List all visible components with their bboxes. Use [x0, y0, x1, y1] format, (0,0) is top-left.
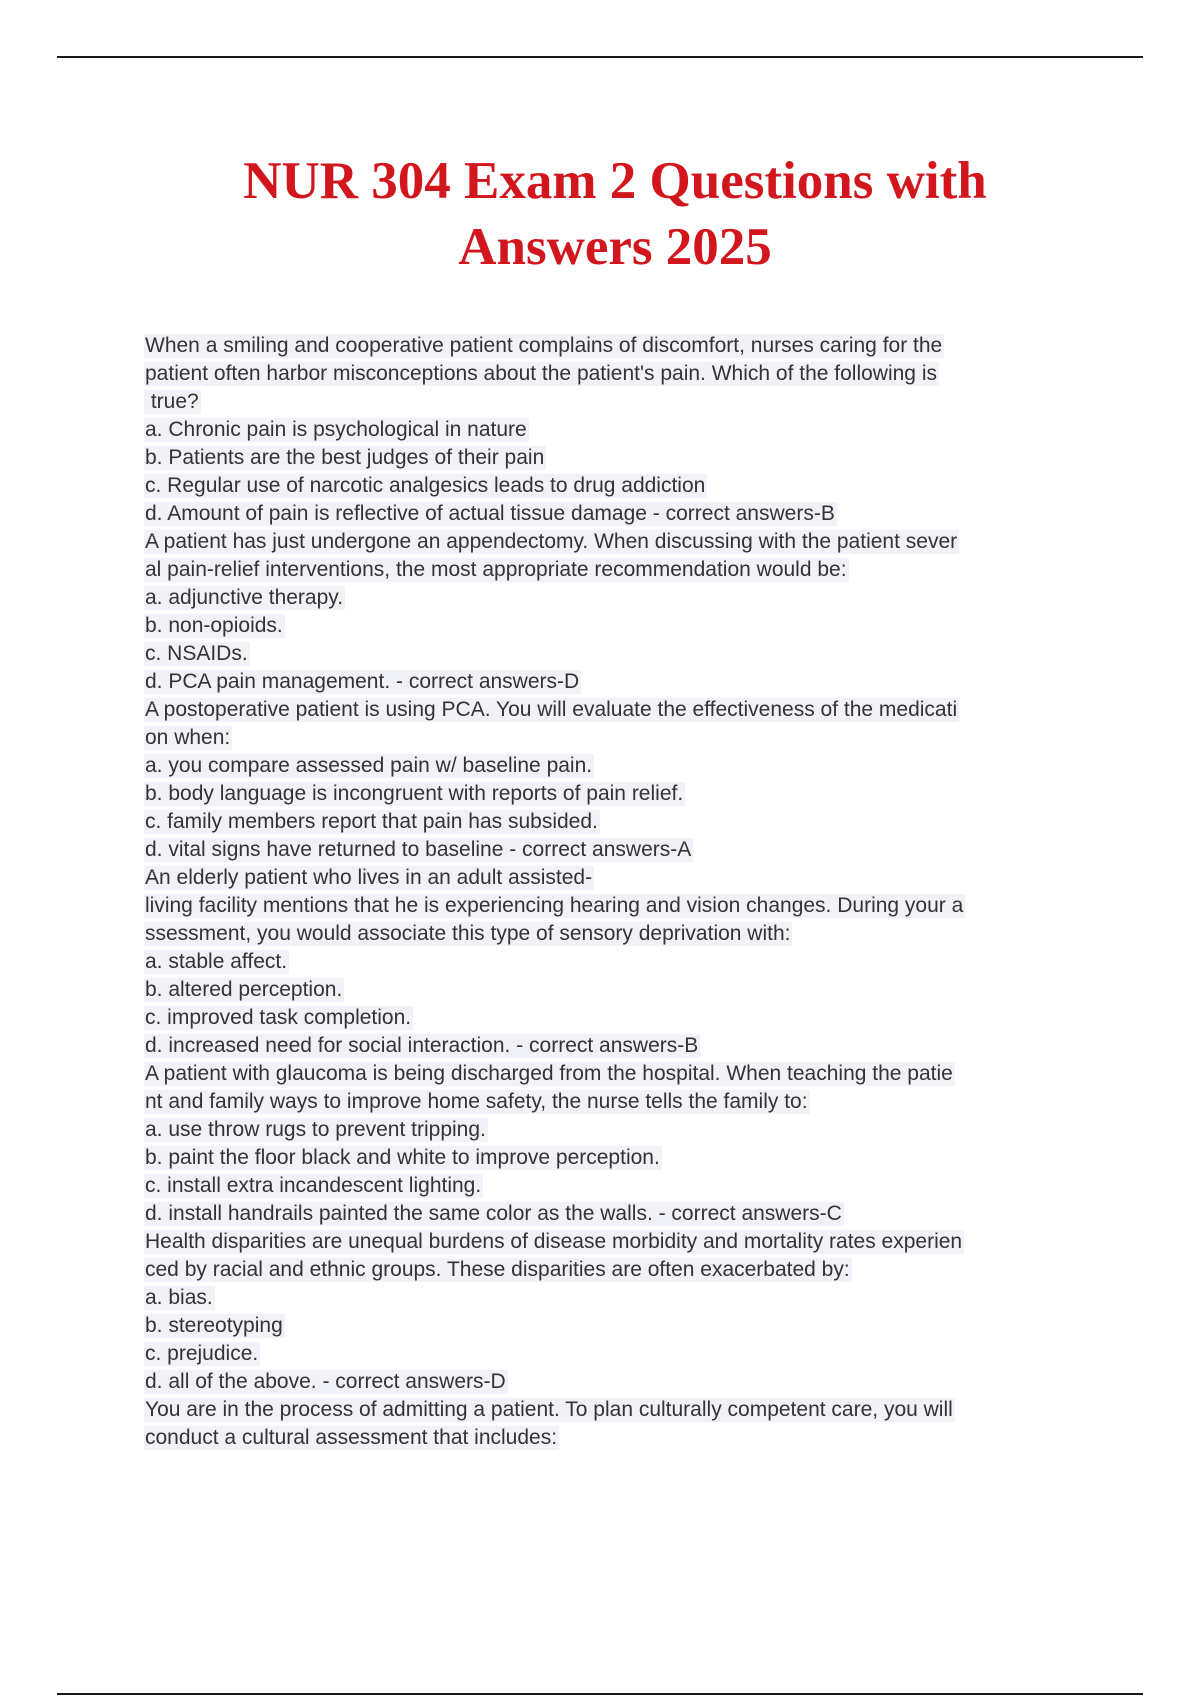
text-line [144, 1144, 1104, 1172]
text-line-content: You are in the process of admitting a patient. To plan culturally competent care, you will [145, 1398, 953, 1421]
text-line-content: nt and family ways to improve home safety, the nurse tells the family to: [145, 1090, 808, 1113]
text-line-content: A patient has just undergone an appendectomy. When discussing with the patient sever [145, 530, 958, 553]
text-line [144, 808, 1104, 836]
text-line [144, 892, 1104, 920]
text-line-content: c. install extra incandescent lighting. [145, 1174, 482, 1197]
question-answer-text [144, 332, 1104, 1452]
text-line-content: A patient with glaucoma is being discharged from the hospital. When teaching the patie [145, 1062, 953, 1085]
text-line-content: ced by racial and ethnic groups. These disparities are often exacerbated by: [145, 1258, 850, 1281]
text-line [144, 1060, 1104, 1088]
text-line-content: b. stereotyping [145, 1314, 283, 1337]
text-line [144, 444, 1104, 472]
text-line-content: c. NSAIDs. [145, 642, 248, 665]
text-line [144, 1088, 1104, 1116]
text-line [144, 640, 1104, 668]
text-line [144, 948, 1104, 976]
text-line [144, 920, 1104, 948]
text-line-content: c. family members report that pain has subsided. [145, 810, 598, 833]
text-line [144, 1256, 1104, 1284]
text-line-content: a. use throw rugs to prevent tripping. [145, 1118, 486, 1141]
text-line-content: A postoperative patient is using PCA. You will evaluate the effectiveness of the medicati [145, 698, 958, 721]
text-line [144, 1424, 1104, 1452]
text-line-content: c. prejudice. [145, 1342, 259, 1365]
text-line [144, 556, 1104, 584]
text-line [144, 1368, 1104, 1396]
text-line [144, 528, 1104, 556]
text-line [144, 1340, 1104, 1368]
text-line [144, 1228, 1104, 1256]
text-line-content: d. Amount of pain is reflective of actual tissue damage - correct answers-B [145, 502, 835, 525]
text-line [144, 416, 1104, 444]
text-line-content: When a smiling and cooperative patient complains of discomfort, nurses caring for the [145, 334, 943, 357]
text-line [144, 472, 1104, 500]
text-line [144, 724, 1104, 752]
text-line [144, 360, 1104, 388]
text-line [144, 836, 1104, 864]
text-line [144, 1032, 1104, 1060]
text-line-content: a. you compare assessed pain w/ baseline pain. [145, 754, 593, 777]
text-line [144, 1396, 1104, 1424]
text-line-content: d. vital signs have returned to baseline - correct answers-A [145, 838, 692, 861]
text-line-content: true? [145, 390, 199, 413]
text-line-content: living facility mentions that he is experiencing hearing and vision changes. During your a [145, 894, 964, 917]
text-line-content: b. paint the floor black and white to improve perception. [145, 1146, 660, 1169]
text-line [144, 584, 1104, 612]
footer-rule [57, 1693, 1143, 1695]
title-line-2: Answers 2025 [458, 218, 772, 276]
text-line [144, 976, 1104, 1004]
text-line [144, 612, 1104, 640]
text-line [144, 388, 1104, 416]
text-line-content: a. adjunctive therapy. [145, 586, 344, 609]
header-rule [57, 56, 1143, 58]
text-line-content: d. increased need for social interaction. - correct answers-B [145, 1034, 699, 1057]
text-line [144, 1116, 1104, 1144]
text-line-content: conduct a cultural assessment that includes: [145, 1426, 558, 1449]
text-line [144, 752, 1104, 780]
text-line-content: a. bias. [145, 1286, 213, 1309]
text-line-content: a. Chronic pain is psychological in nature [145, 418, 527, 441]
text-line-content: b. non-opioids. [145, 614, 283, 637]
text-line-content: patient often harbor misconceptions about the patient's pain. Which of the following is [145, 362, 937, 385]
text-line-content: Health disparities are unequal burdens of disease morbidity and mortality rates experien [145, 1230, 963, 1253]
text-line [144, 1172, 1104, 1200]
text-line-content: al pain-relief interventions, the most appropriate recommendation would be: [145, 558, 847, 581]
text-line [144, 1200, 1104, 1228]
text-line [144, 500, 1104, 528]
text-line-content: c. Regular use of narcotic analgesics leads to drug addiction [145, 474, 706, 497]
document-title [120, 148, 1110, 280]
text-line-content: b. Patients are the best judges of their pain [145, 446, 545, 469]
text-line-content: ssessment, you would associate this type of sensory deprivation with: [145, 922, 791, 945]
text-line-content: c. improved task completion. [145, 1006, 412, 1029]
text-line-content: An elderly patient who lives in an adult assisted- [145, 866, 593, 889]
text-line-content: d. PCA pain management. - correct answers-D [145, 670, 580, 693]
text-line-content: d. all of the above. - correct answers-D [145, 1370, 506, 1393]
text-line-content: b. body language is incongruent with reports of pain relief. [145, 782, 684, 805]
text-line-content: on when: [145, 726, 231, 749]
text-line-content: a. stable affect. [145, 950, 288, 973]
text-line-content: d. install handrails painted the same color as the walls. - correct answers-C [145, 1202, 842, 1225]
text-line [144, 668, 1104, 696]
text-line [144, 864, 1104, 892]
text-line [144, 332, 1104, 360]
text-line [144, 1284, 1104, 1312]
text-line [144, 696, 1104, 724]
text-line-content: b. altered perception. [145, 978, 343, 1001]
text-line [144, 780, 1104, 808]
text-line [144, 1004, 1104, 1032]
title-line-1: NUR 304 Exam 2 Questions with [243, 152, 987, 210]
text-line [144, 1312, 1104, 1340]
